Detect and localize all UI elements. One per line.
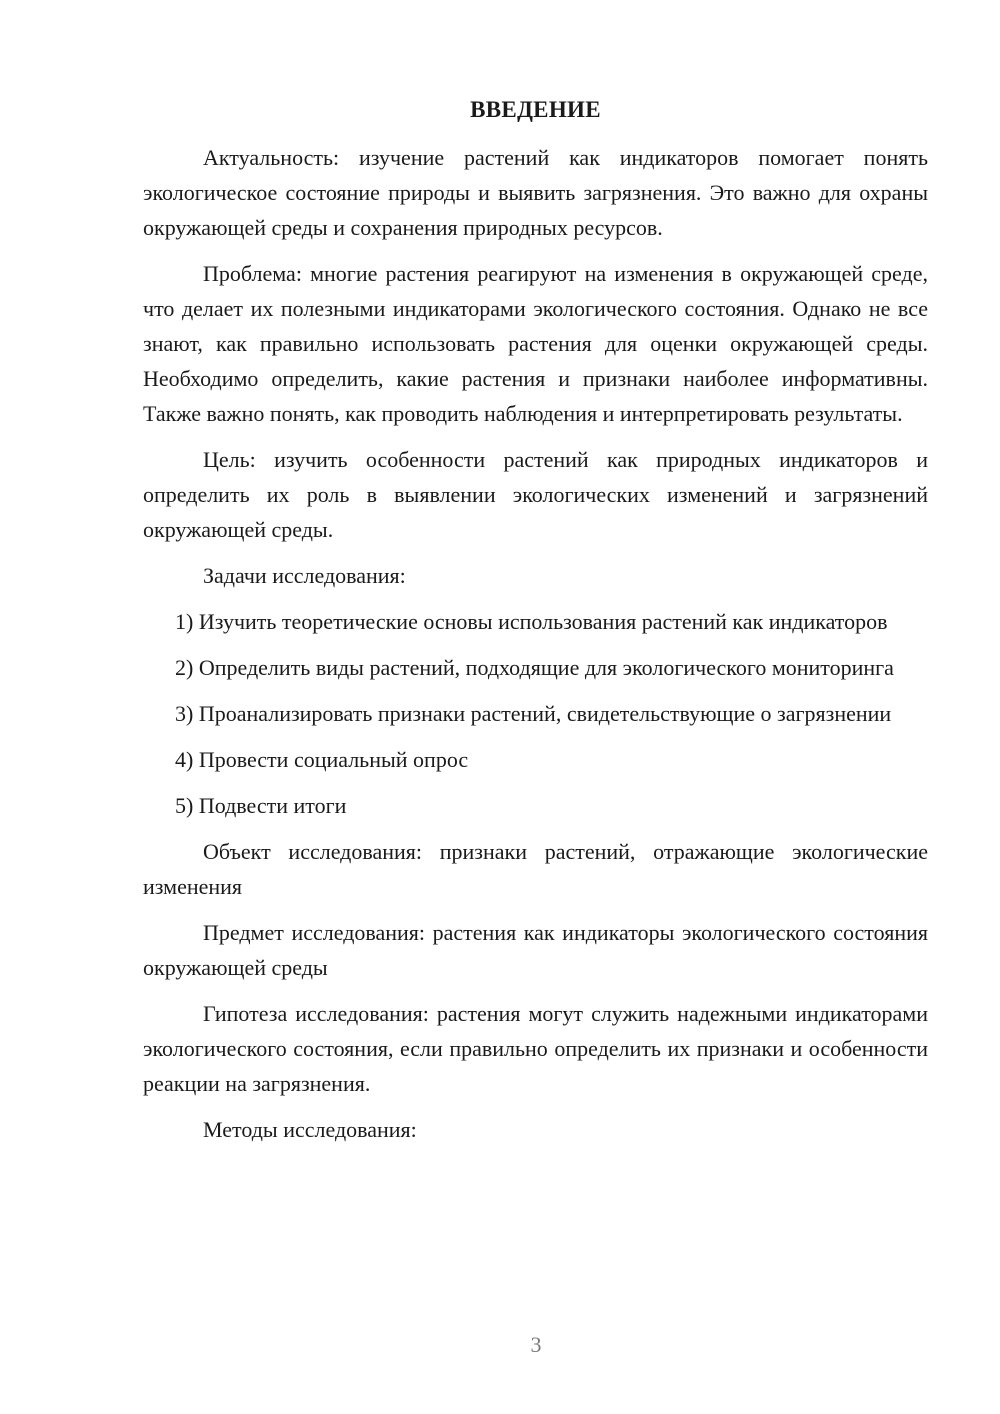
methods-title: Методы исследования: [203,1117,417,1142]
section-heading: ВВЕДЕНИЕ [470,97,601,122]
subject-paragraph: Предмет исследования: растения как индикаторы экологического состояния окружающей среды [143,920,928,980]
hypothesis-paragraph: Гипотеза исследования: растения могут служить надежными индикаторами экологического состояния, если правильно определить их признаки и особенности реакции на загрязнения. [143,1001,928,1096]
page-content [143,92,928,1147]
task-item-5: 5) Подвести итоги [175,793,347,818]
goal-paragraph: Цель: изучить особенности растений как природных индикаторов и определить их роль в выявлении экологических изменений и загрязнений окружающей среды. [143,447,928,542]
relevance-paragraph: Актуальность: изучение растений как индикаторов помогает понять экологическое состояние природы и выявить загрязнения. Это важно для охраны окружающей среды и сохранения природных ресурсов. [143,145,928,240]
object-paragraph: Объект исследования: признаки растений, отражающие экологические изменения [143,839,928,899]
task-item-2: 2) Определить виды растений, подходящие для экологического мониторинга [175,655,894,680]
tasks-title: Задачи исследования: [203,563,406,588]
task-item-3: 3) Проанализировать признаки растений, свидетельствующие о загрязнении [175,701,892,726]
task-item-1: 1) Изучить теоретические основы использования растений как индикаторов [175,609,888,634]
task-item-4: 4) Провести социальный опрос [175,747,469,772]
problem-paragraph: Проблема: многие растения реагируют на изменения в окружающей среде, что делает их полезными индикаторами экологического состояния. Однако не все знают, как правильно использовать растения для оценки окружающей среды. Необходимо определить, какие растения и признаки наиболее информативны. Также важно понять, как проводить наблюдения и интерпретировать результаты. [143,261,928,426]
page-number: 3 [530,1332,542,1357]
